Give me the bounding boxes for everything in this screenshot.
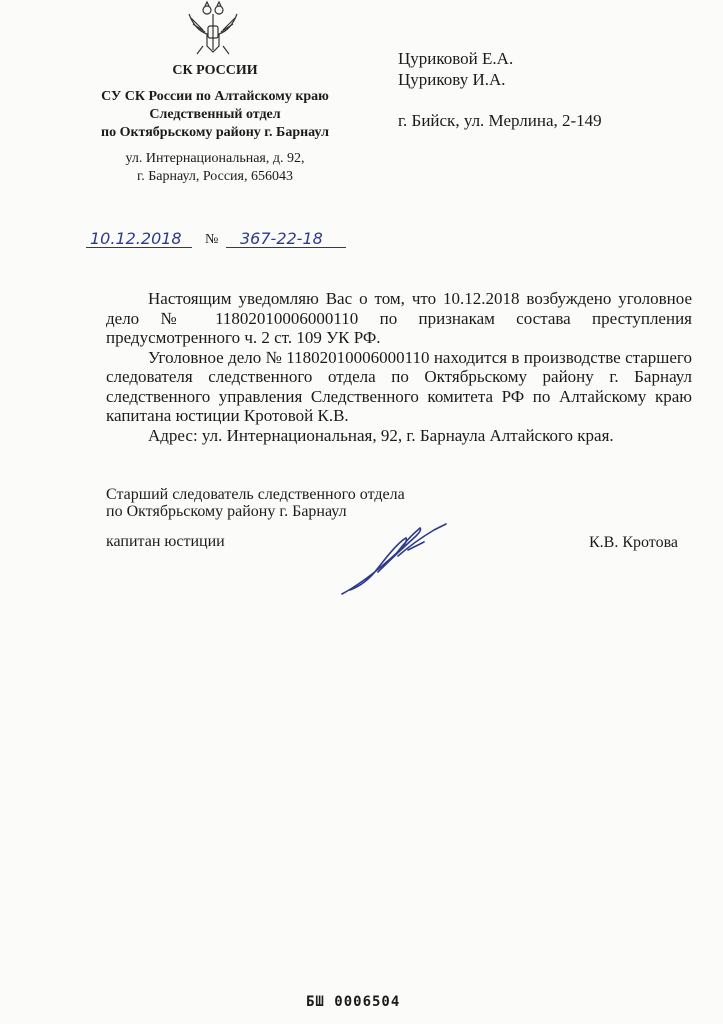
signer-position-line-1: Старший следователь следственного отдела <box>106 486 405 503</box>
registration-number: 367-22-18 <box>240 229 323 248</box>
org-address-line-2: г. Барнаул, Россия, 656043 <box>137 169 293 184</box>
number-sign: № <box>205 232 219 247</box>
org-line-1: СУ СК России по Алтайскому краю <box>101 89 329 104</box>
registration-date: 10.12.2018 <box>90 229 182 248</box>
org-address-line-1: ул. Интернациональная, д. 92, <box>125 151 305 166</box>
recipient-name-1: Цуриковой Е.А. <box>398 49 514 68</box>
recipient-address: г. Бийск, ул. Мерлина, 2-149 <box>398 111 602 130</box>
body-paragraph-3: Адрес: ул. Интернациональная, 92, г. Барнаула Алтайского края. <box>148 425 614 445</box>
number-underline <box>226 247 346 248</box>
org-title: СК РОССИИ <box>172 63 258 78</box>
body-paragraph-2: Уголовное дело № 11802010006000110 находится в производстве старшего следователя следственного отдела по Октябрьскому району г. Барнаул следственного управления Следственного комитета РФ по Алтайскому краю капитана юстиции Кротовой К.В. <box>106 347 692 425</box>
recipient-name-2: Цурикову И.А. <box>398 70 506 89</box>
date-underline <box>86 247 192 248</box>
body-paragraph-1: Настоящим уведомляю Вас о том, что 10.12.2018 возбуждено уголовное дело № 11802010006000110 по признакам состава преступления предусмотренного ч. 2 ст. 109 УК РФ. <box>106 289 692 347</box>
signer-rank: капитан юстиции <box>106 533 225 550</box>
org-line-2: Следственный отдел <box>149 107 281 122</box>
coat-of-arms-icon <box>183 0 243 58</box>
org-line-3: по Октябрьскому району г. Барнаул <box>101 125 329 140</box>
letter-body <box>106 289 692 445</box>
form-serial-number: БШ 0006504 <box>306 994 401 1010</box>
signer-name: К.В. Кротова <box>589 534 679 551</box>
signer-position-line-2: по Октябрьскому району г. Барнаул <box>106 503 347 520</box>
handwritten-signature-icon <box>338 520 450 598</box>
